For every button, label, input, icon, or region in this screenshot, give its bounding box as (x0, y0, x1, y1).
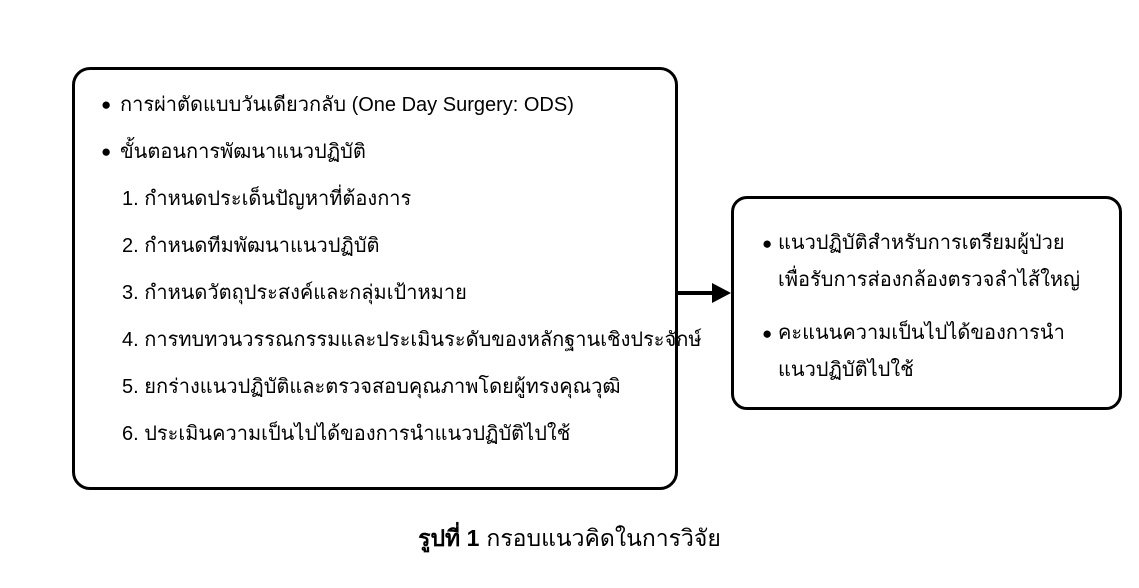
step-item: 6. ประเมินความเป็นไปได้ของการนำแนวปฏิบัติไปใช้ (122, 423, 571, 445)
figure-caption-text: กรอบแนวคิดในการวิจัย (486, 525, 721, 551)
process-box (72, 67, 702, 490)
bullet-text-line: เพื่อรับการส่องกล้องตรวจลำไส้ใหญ่ (778, 269, 1081, 291)
step-item: 3. กำหนดวัตถุประสงค์และกลุ่มเป้าหมาย (122, 282, 467, 304)
step-item: 4. การทบทวนวรรณกรรมและประเมินระดับของหลักฐานเชิงประจักษ์ (122, 329, 702, 351)
bullet-text: การผ่าตัดแบบวันเดียวกลับ (One Day Surgery: ODS) (120, 94, 574, 116)
list-item (762, 315, 1111, 389)
step-item: 5. ยกร่างแนวปฏิบัติและตรวจสอบคุณภาพโดยผู้ทรงคุณวุฒิ (122, 376, 621, 398)
step-item: 2. กำหนดทีมพัฒนาแนวปฏิบัติ (122, 235, 380, 257)
bullet-text (778, 315, 1065, 389)
bullet-text: ขั้นตอนการพัฒนาแนวปฏิบัติ (120, 141, 366, 163)
outcome-box-content (734, 199, 1119, 407)
bullet-icon: ● (762, 324, 773, 343)
bullet-icon: ● (762, 234, 773, 253)
bullet-text-line: แนวปฏิบัติไปใช้ (778, 359, 914, 381)
list-item (762, 225, 1111, 299)
bullet-icon: ● (101, 142, 112, 161)
list-item (101, 139, 667, 165)
arrow-right-icon (712, 283, 731, 303)
process-box-content (75, 70, 702, 487)
bullet-text (778, 225, 1080, 299)
bullet-icon: ● (101, 95, 112, 114)
step-item: 1. กำหนดประเด็นปัญหาที่ต้องการ (122, 188, 412, 210)
outcome-box (731, 196, 1122, 410)
figure-caption (0, 522, 1139, 554)
bullet-text-line: แนวปฏิบัติสำหรับการเตรียมผู้ป่วย (778, 232, 1065, 254)
bullet-text-line: คะแนนความเป็นไปได้ของการนำ (778, 322, 1065, 344)
figure-caption-label: รูปที่ 1 (418, 525, 480, 551)
list-item (101, 92, 667, 118)
